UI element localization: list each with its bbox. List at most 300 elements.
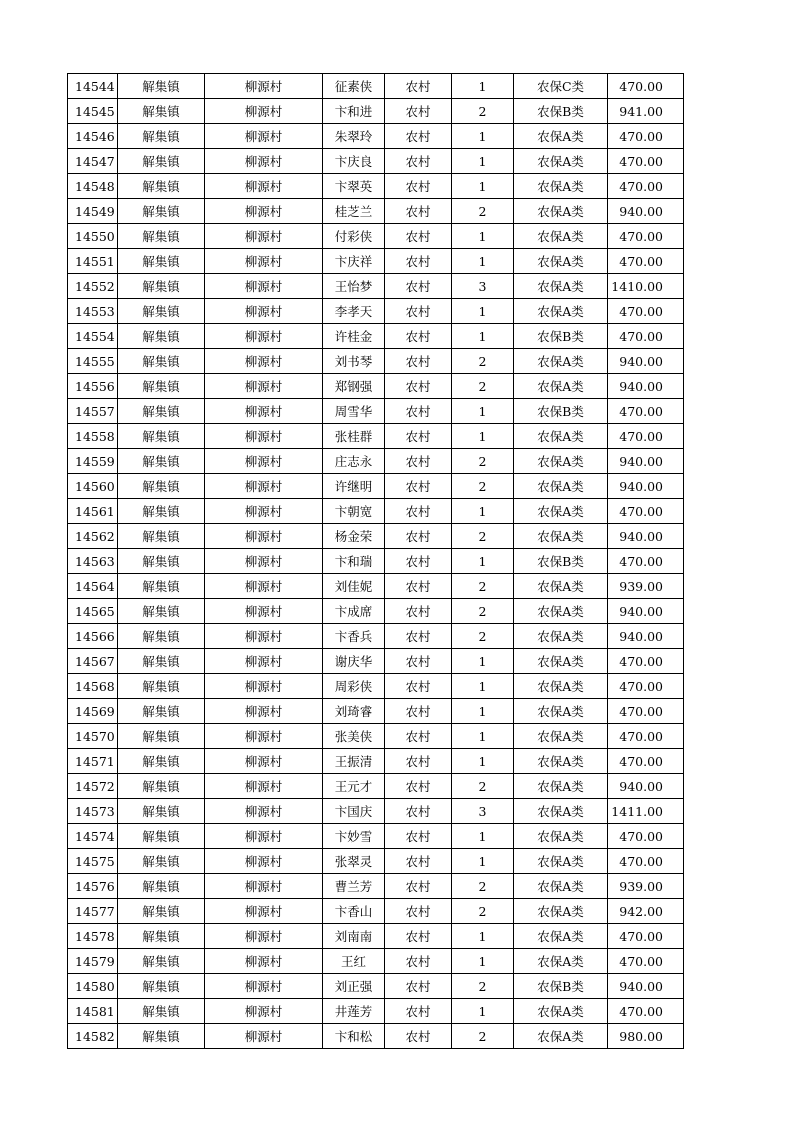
village-cell: 柳源村 [205, 849, 323, 874]
count-cell: 1 [452, 499, 514, 524]
count-cell: 1 [452, 124, 514, 149]
type-cell: 农保A类 [514, 774, 608, 799]
table-row [68, 249, 684, 274]
amount-cell: 470.00 [608, 849, 684, 874]
count-cell: 2 [452, 199, 514, 224]
name-cell: 曹兰芳 [323, 874, 385, 899]
type-cell: 农保A类 [514, 274, 608, 299]
type-cell: 农保B类 [514, 399, 608, 424]
type-cell: 农保A类 [514, 749, 608, 774]
town-cell: 解集镇 [118, 524, 205, 549]
id-cell: 14556 [68, 374, 118, 399]
amount-cell: 470.00 [608, 499, 684, 524]
type-cell: 农保A类 [514, 649, 608, 674]
type-cell: 农保A类 [514, 799, 608, 824]
table-row [68, 74, 684, 99]
name-cell: 卞翠英 [323, 174, 385, 199]
village-cell: 柳源村 [205, 299, 323, 324]
amount-cell: 470.00 [608, 824, 684, 849]
table-row [68, 274, 684, 299]
id-cell: 14550 [68, 224, 118, 249]
village-cell: 柳源村 [205, 249, 323, 274]
name-cell: 卞庆良 [323, 149, 385, 174]
amount-cell: 940.00 [608, 449, 684, 474]
count-cell: 2 [452, 974, 514, 999]
amount-cell: 470.00 [608, 174, 684, 199]
count-cell: 1 [452, 399, 514, 424]
id-cell: 14578 [68, 924, 118, 949]
village-cell: 柳源村 [205, 74, 323, 99]
id-cell: 14565 [68, 599, 118, 624]
amount-cell: 940.00 [608, 524, 684, 549]
area-cell: 农村 [385, 999, 452, 1024]
town-cell: 解集镇 [118, 574, 205, 599]
village-cell: 柳源村 [205, 274, 323, 299]
town-cell: 解集镇 [118, 624, 205, 649]
area-cell: 农村 [385, 699, 452, 724]
table-row [68, 674, 684, 699]
town-cell: 解集镇 [118, 449, 205, 474]
count-cell: 3 [452, 799, 514, 824]
town-cell: 解集镇 [118, 674, 205, 699]
name-cell: 王振清 [323, 749, 385, 774]
area-cell: 农村 [385, 224, 452, 249]
count-cell: 1 [452, 724, 514, 749]
type-cell: 农保C类 [514, 74, 608, 99]
town-cell: 解集镇 [118, 549, 205, 574]
amount-cell: 470.00 [608, 124, 684, 149]
amount-cell: 470.00 [608, 249, 684, 274]
name-cell: 王元才 [323, 774, 385, 799]
town-cell: 解集镇 [118, 749, 205, 774]
amount-cell: 1411.00 [608, 799, 684, 824]
town-cell: 解集镇 [118, 324, 205, 349]
name-cell: 张桂群 [323, 424, 385, 449]
village-cell: 柳源村 [205, 474, 323, 499]
village-cell: 柳源村 [205, 399, 323, 424]
area-cell: 农村 [385, 774, 452, 799]
count-cell: 2 [452, 474, 514, 499]
village-cell: 柳源村 [205, 324, 323, 349]
type-cell: 农保A类 [514, 949, 608, 974]
town-cell: 解集镇 [118, 1024, 205, 1049]
table-row [68, 499, 684, 524]
village-cell: 柳源村 [205, 1024, 323, 1049]
type-cell: 农保B类 [514, 974, 608, 999]
village-cell: 柳源村 [205, 999, 323, 1024]
amount-cell: 470.00 [608, 324, 684, 349]
id-cell: 14557 [68, 399, 118, 424]
amount-cell: 470.00 [608, 724, 684, 749]
table-row [68, 949, 684, 974]
town-cell: 解集镇 [118, 899, 205, 924]
town-cell: 解集镇 [118, 374, 205, 399]
name-cell: 卞国庆 [323, 799, 385, 824]
count-cell: 1 [452, 924, 514, 949]
id-cell: 14554 [68, 324, 118, 349]
id-cell: 14574 [68, 824, 118, 849]
name-cell: 卞妙雪 [323, 824, 385, 849]
area-cell: 农村 [385, 949, 452, 974]
town-cell: 解集镇 [118, 924, 205, 949]
village-cell: 柳源村 [205, 724, 323, 749]
name-cell: 庄志永 [323, 449, 385, 474]
id-cell: 14577 [68, 899, 118, 924]
amount-cell: 470.00 [608, 149, 684, 174]
type-cell: 农保A类 [514, 374, 608, 399]
table-row [68, 974, 684, 999]
area-cell: 农村 [385, 874, 452, 899]
count-cell: 1 [452, 999, 514, 1024]
type-cell: 农保A类 [514, 499, 608, 524]
table-row [68, 774, 684, 799]
area-cell: 农村 [385, 849, 452, 874]
area-cell: 农村 [385, 549, 452, 574]
count-cell: 1 [452, 824, 514, 849]
type-cell: 农保A类 [514, 674, 608, 699]
count-cell: 2 [452, 624, 514, 649]
area-cell: 农村 [385, 1024, 452, 1049]
town-cell: 解集镇 [118, 399, 205, 424]
village-cell: 柳源村 [205, 124, 323, 149]
count-cell: 2 [452, 99, 514, 124]
id-cell: 14563 [68, 549, 118, 574]
name-cell: 卞成席 [323, 599, 385, 624]
table-row [68, 599, 684, 624]
name-cell: 卞和进 [323, 99, 385, 124]
id-cell: 14572 [68, 774, 118, 799]
village-cell: 柳源村 [205, 349, 323, 374]
town-cell: 解集镇 [118, 974, 205, 999]
town-cell: 解集镇 [118, 699, 205, 724]
village-cell: 柳源村 [205, 774, 323, 799]
name-cell: 王红 [323, 949, 385, 974]
area-cell: 农村 [385, 499, 452, 524]
amount-cell: 939.00 [608, 574, 684, 599]
village-cell: 柳源村 [205, 599, 323, 624]
village-cell: 柳源村 [205, 499, 323, 524]
type-cell: 农保A类 [514, 624, 608, 649]
name-cell: 王怡梦 [323, 274, 385, 299]
type-cell: 农保A类 [514, 724, 608, 749]
village-cell: 柳源村 [205, 224, 323, 249]
amount-cell: 470.00 [608, 999, 684, 1024]
id-cell: 14581 [68, 999, 118, 1024]
amount-cell: 940.00 [608, 199, 684, 224]
amount-cell: 470.00 [608, 424, 684, 449]
type-cell: 农保A类 [514, 299, 608, 324]
id-cell: 14567 [68, 649, 118, 674]
amount-cell: 940.00 [608, 599, 684, 624]
town-cell: 解集镇 [118, 299, 205, 324]
village-cell: 柳源村 [205, 924, 323, 949]
count-cell: 3 [452, 274, 514, 299]
amount-cell: 470.00 [608, 674, 684, 699]
town-cell: 解集镇 [118, 149, 205, 174]
amount-cell: 942.00 [608, 899, 684, 924]
name-cell: 卞和松 [323, 1024, 385, 1049]
type-cell: 农保A类 [514, 474, 608, 499]
town-cell: 解集镇 [118, 99, 205, 124]
amount-cell: 940.00 [608, 774, 684, 799]
table-row [68, 874, 684, 899]
id-cell: 14568 [68, 674, 118, 699]
table-row [68, 899, 684, 924]
area-cell: 农村 [385, 624, 452, 649]
area-cell: 农村 [385, 724, 452, 749]
count-cell: 2 [452, 599, 514, 624]
table-row [68, 324, 684, 349]
village-cell: 柳源村 [205, 874, 323, 899]
type-cell: 农保A类 [514, 349, 608, 374]
area-cell: 农村 [385, 174, 452, 199]
table-row [68, 999, 684, 1024]
table-row [68, 924, 684, 949]
id-cell: 14553 [68, 299, 118, 324]
id-cell: 14566 [68, 624, 118, 649]
amount-cell: 940.00 [608, 374, 684, 399]
name-cell: 刘正强 [323, 974, 385, 999]
table-row [68, 799, 684, 824]
id-cell: 14548 [68, 174, 118, 199]
table-row [68, 374, 684, 399]
name-cell: 朱翠玲 [323, 124, 385, 149]
village-cell: 柳源村 [205, 549, 323, 574]
id-cell: 14562 [68, 524, 118, 549]
count-cell: 1 [452, 674, 514, 699]
id-cell: 14552 [68, 274, 118, 299]
type-cell: 农保B类 [514, 99, 608, 124]
area-cell: 农村 [385, 924, 452, 949]
count-cell: 1 [452, 549, 514, 574]
village-cell: 柳源村 [205, 649, 323, 674]
type-cell: 农保A类 [514, 224, 608, 249]
area-cell: 农村 [385, 749, 452, 774]
id-cell: 14579 [68, 949, 118, 974]
amount-cell: 470.00 [608, 749, 684, 774]
amount-cell: 940.00 [608, 474, 684, 499]
town-cell: 解集镇 [118, 799, 205, 824]
area-cell: 农村 [385, 324, 452, 349]
name-cell: 张翠灵 [323, 849, 385, 874]
table-row [68, 849, 684, 874]
type-cell: 农保A类 [514, 199, 608, 224]
village-cell: 柳源村 [205, 449, 323, 474]
type-cell: 农保B类 [514, 324, 608, 349]
id-cell: 14569 [68, 699, 118, 724]
town-cell: 解集镇 [118, 999, 205, 1024]
village-cell: 柳源村 [205, 624, 323, 649]
village-cell: 柳源村 [205, 749, 323, 774]
count-cell: 2 [452, 449, 514, 474]
table-row [68, 549, 684, 574]
id-cell: 14582 [68, 1024, 118, 1049]
table-row [68, 224, 684, 249]
type-cell: 农保A类 [514, 849, 608, 874]
name-cell: 刘南南 [323, 924, 385, 949]
type-cell: 农保A类 [514, 449, 608, 474]
name-cell: 郑钢强 [323, 374, 385, 399]
name-cell: 谢庆华 [323, 649, 385, 674]
name-cell: 付彩侠 [323, 224, 385, 249]
village-cell: 柳源村 [205, 799, 323, 824]
type-cell: 农保A类 [514, 824, 608, 849]
town-cell: 解集镇 [118, 724, 205, 749]
village-cell: 柳源村 [205, 699, 323, 724]
area-cell: 农村 [385, 974, 452, 999]
name-cell: 征素侠 [323, 74, 385, 99]
area-cell: 农村 [385, 599, 452, 624]
count-cell: 1 [452, 224, 514, 249]
data-table [67, 73, 684, 1049]
amount-cell: 1410.00 [608, 274, 684, 299]
town-cell: 解集镇 [118, 774, 205, 799]
amount-cell: 470.00 [608, 74, 684, 99]
count-cell: 1 [452, 949, 514, 974]
count-cell: 1 [452, 324, 514, 349]
amount-cell: 470.00 [608, 549, 684, 574]
type-cell: 农保A类 [514, 424, 608, 449]
table-row [68, 649, 684, 674]
id-cell: 14575 [68, 849, 118, 874]
id-cell: 14549 [68, 199, 118, 224]
id-cell: 14545 [68, 99, 118, 124]
area-cell: 农村 [385, 149, 452, 174]
table-row [68, 749, 684, 774]
town-cell: 解集镇 [118, 74, 205, 99]
area-cell: 农村 [385, 399, 452, 424]
count-cell: 2 [452, 874, 514, 899]
village-cell: 柳源村 [205, 524, 323, 549]
id-cell: 14571 [68, 749, 118, 774]
area-cell: 农村 [385, 474, 452, 499]
area-cell: 农村 [385, 249, 452, 274]
type-cell: 农保A类 [514, 249, 608, 274]
area-cell: 农村 [385, 649, 452, 674]
town-cell: 解集镇 [118, 274, 205, 299]
table-row [68, 99, 684, 124]
name-cell: 桂芝兰 [323, 199, 385, 224]
count-cell: 1 [452, 174, 514, 199]
table-body [68, 74, 684, 1049]
type-cell: 农保B类 [514, 549, 608, 574]
id-cell: 14561 [68, 499, 118, 524]
table-row [68, 424, 684, 449]
town-cell: 解集镇 [118, 874, 205, 899]
count-cell: 2 [452, 374, 514, 399]
town-cell: 解集镇 [118, 649, 205, 674]
area-cell: 农村 [385, 824, 452, 849]
area-cell: 农村 [385, 574, 452, 599]
area-cell: 农村 [385, 424, 452, 449]
count-cell: 2 [452, 1024, 514, 1049]
type-cell: 农保A类 [514, 924, 608, 949]
id-cell: 14547 [68, 149, 118, 174]
name-cell: 李孝天 [323, 299, 385, 324]
id-cell: 14544 [68, 74, 118, 99]
name-cell: 刘佳妮 [323, 574, 385, 599]
name-cell: 周雪华 [323, 399, 385, 424]
village-cell: 柳源村 [205, 974, 323, 999]
name-cell: 杨金荣 [323, 524, 385, 549]
town-cell: 解集镇 [118, 949, 205, 974]
name-cell: 井莲芳 [323, 999, 385, 1024]
area-cell: 农村 [385, 799, 452, 824]
type-cell: 农保A类 [514, 999, 608, 1024]
table-row [68, 524, 684, 549]
table-row [68, 574, 684, 599]
amount-cell: 470.00 [608, 699, 684, 724]
id-cell: 14555 [68, 349, 118, 374]
name-cell: 许桂金 [323, 324, 385, 349]
area-cell: 农村 [385, 74, 452, 99]
village-cell: 柳源村 [205, 199, 323, 224]
id-cell: 14580 [68, 974, 118, 999]
table-row [68, 349, 684, 374]
amount-cell: 470.00 [608, 924, 684, 949]
table-row [68, 174, 684, 199]
amount-cell: 980.00 [608, 1024, 684, 1049]
count-cell: 1 [452, 424, 514, 449]
amount-cell: 470.00 [608, 299, 684, 324]
count-cell: 1 [452, 649, 514, 674]
area-cell: 农村 [385, 674, 452, 699]
table-row [68, 449, 684, 474]
id-cell: 14546 [68, 124, 118, 149]
id-cell: 14559 [68, 449, 118, 474]
id-cell: 14576 [68, 874, 118, 899]
village-cell: 柳源村 [205, 424, 323, 449]
town-cell: 解集镇 [118, 174, 205, 199]
town-cell: 解集镇 [118, 824, 205, 849]
id-cell: 14564 [68, 574, 118, 599]
table-row [68, 1024, 684, 1049]
amount-cell: 470.00 [608, 224, 684, 249]
village-cell: 柳源村 [205, 174, 323, 199]
count-cell: 2 [452, 349, 514, 374]
table-row [68, 399, 684, 424]
town-cell: 解集镇 [118, 474, 205, 499]
name-cell: 刘书琴 [323, 349, 385, 374]
id-cell: 14551 [68, 249, 118, 274]
area-cell: 农村 [385, 349, 452, 374]
area-cell: 农村 [385, 199, 452, 224]
amount-cell: 940.00 [608, 974, 684, 999]
amount-cell: 940.00 [608, 624, 684, 649]
amount-cell: 939.00 [608, 874, 684, 899]
table-row [68, 699, 684, 724]
name-cell: 卞香兵 [323, 624, 385, 649]
town-cell: 解集镇 [118, 499, 205, 524]
town-cell: 解集镇 [118, 199, 205, 224]
count-cell: 1 [452, 699, 514, 724]
amount-cell: 470.00 [608, 399, 684, 424]
name-cell: 卞香山 [323, 899, 385, 924]
name-cell: 张美侠 [323, 724, 385, 749]
town-cell: 解集镇 [118, 349, 205, 374]
table-row [68, 724, 684, 749]
count-cell: 1 [452, 849, 514, 874]
count-cell: 1 [452, 299, 514, 324]
id-cell: 14558 [68, 424, 118, 449]
town-cell: 解集镇 [118, 124, 205, 149]
area-cell: 农村 [385, 124, 452, 149]
area-cell: 农村 [385, 99, 452, 124]
count-cell: 2 [452, 774, 514, 799]
village-cell: 柳源村 [205, 149, 323, 174]
area-cell: 农村 [385, 374, 452, 399]
town-cell: 解集镇 [118, 249, 205, 274]
